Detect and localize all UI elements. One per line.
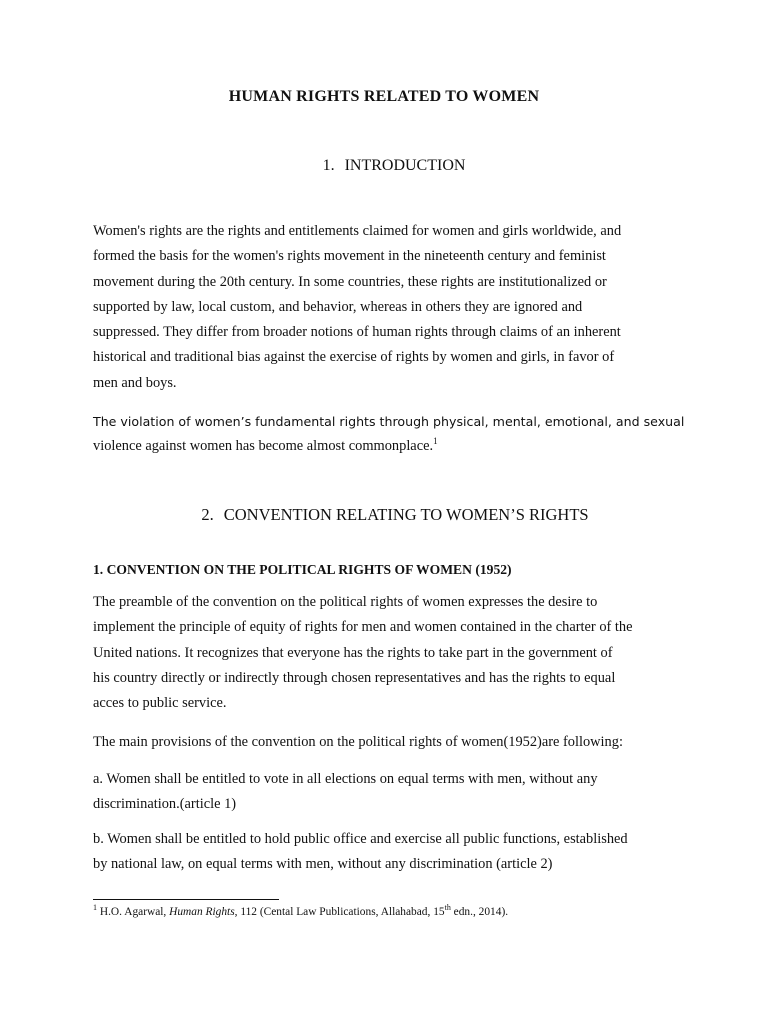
- section-heading-convention: [11, 505, 768, 525]
- footnote-details: , 112 (Cental Law Publications, Allahabad, 15: [234, 906, 445, 918]
- footnote-author: H.O. Agarwal,: [97, 906, 170, 918]
- text-fragment: violence against women has become almost commonplace.: [93, 438, 434, 454]
- text-line: men and boys.: [93, 374, 177, 391]
- text-line: acces to public service.: [93, 695, 227, 712]
- footnote-divider: [93, 899, 279, 900]
- footnote: [93, 903, 509, 918]
- text-line: formed the basis for the women's rights movement in the nineteenth century and feminist: [93, 248, 606, 265]
- subsection-heading: 1. CONVENTION ON THE POLITICAL RIGHTS OF WOMEN (1952): [93, 562, 512, 577]
- footnote-details-end: edn., 2014).: [450, 906, 509, 918]
- text-line: historical and traditional bias against the exercise of rights by women and girls, in favor of: [93, 349, 615, 366]
- document-title: HUMAN RIGHTS RELATED TO WOMEN: [228, 88, 540, 105]
- text-line: supported by law, local custom, and behavior, whereas in others they are ignored and: [93, 298, 583, 315]
- main-provisions-paragraph: [93, 730, 683, 755]
- section-number: 1.: [322, 157, 335, 174]
- text-line: implement the principle of equity of rights for men and women contained in the charter of the: [93, 619, 633, 636]
- section-title: INTRODUCTION: [344, 157, 466, 174]
- section-heading-introduction: [10, 157, 768, 175]
- text-line: The violation of women’s fundamental rights through physical, mental, emotional, and sexual: [93, 414, 685, 429]
- text-line: suppressed. They differ from broader notions of human rights through claims of an inherent: [93, 324, 621, 341]
- text-line: The preamble of the convention on the political rights of women expresses the desire to: [93, 594, 598, 610]
- footnote-marker: 1: [93, 903, 97, 913]
- text-line: [93, 434, 683, 459]
- preamble-paragraph: [93, 590, 683, 716]
- text-line: Women's rights are the rights and entitlements claimed for women and girls worldwide, and: [93, 223, 622, 239]
- provision-b-paragraph: [93, 827, 683, 878]
- footnote-edition-suffix: th: [444, 903, 451, 913]
- text-line: by national law, on equal terms with men, without any discrimination (article 2): [93, 856, 553, 873]
- text-line: discrimination.(article 1): [93, 796, 237, 813]
- provision-a-paragraph: [93, 767, 683, 818]
- text-line: United nations. It recognizes that everyone has the rights to take part in the government of: [93, 644, 613, 661]
- text-line: his country directly or indirectly through chosen representatives and has the rights to equal: [93, 669, 616, 686]
- text-line: a. Women shall be entitled to vote in all elections on equal terms with men, without any: [93, 771, 598, 787]
- footnote-book-title: Human Rights: [169, 906, 235, 918]
- footnote-reference: 1: [433, 436, 438, 447]
- section-number: 2.: [201, 505, 214, 524]
- text-line: The main provisions of the convention on the political rights of women(1952)are following:: [93, 734, 623, 750]
- intro-paragraph: [93, 219, 683, 396]
- violation-paragraph: [93, 409, 683, 459]
- text-line: b. Women shall be entitled to hold public office and exercise all public functions, established: [93, 831, 628, 847]
- section-title: CONVENTION RELATING TO WOMEN’S RIGHTS: [223, 505, 589, 524]
- text-line: movement during the 20th century. In some countries, these rights are institutionalized or: [93, 273, 607, 290]
